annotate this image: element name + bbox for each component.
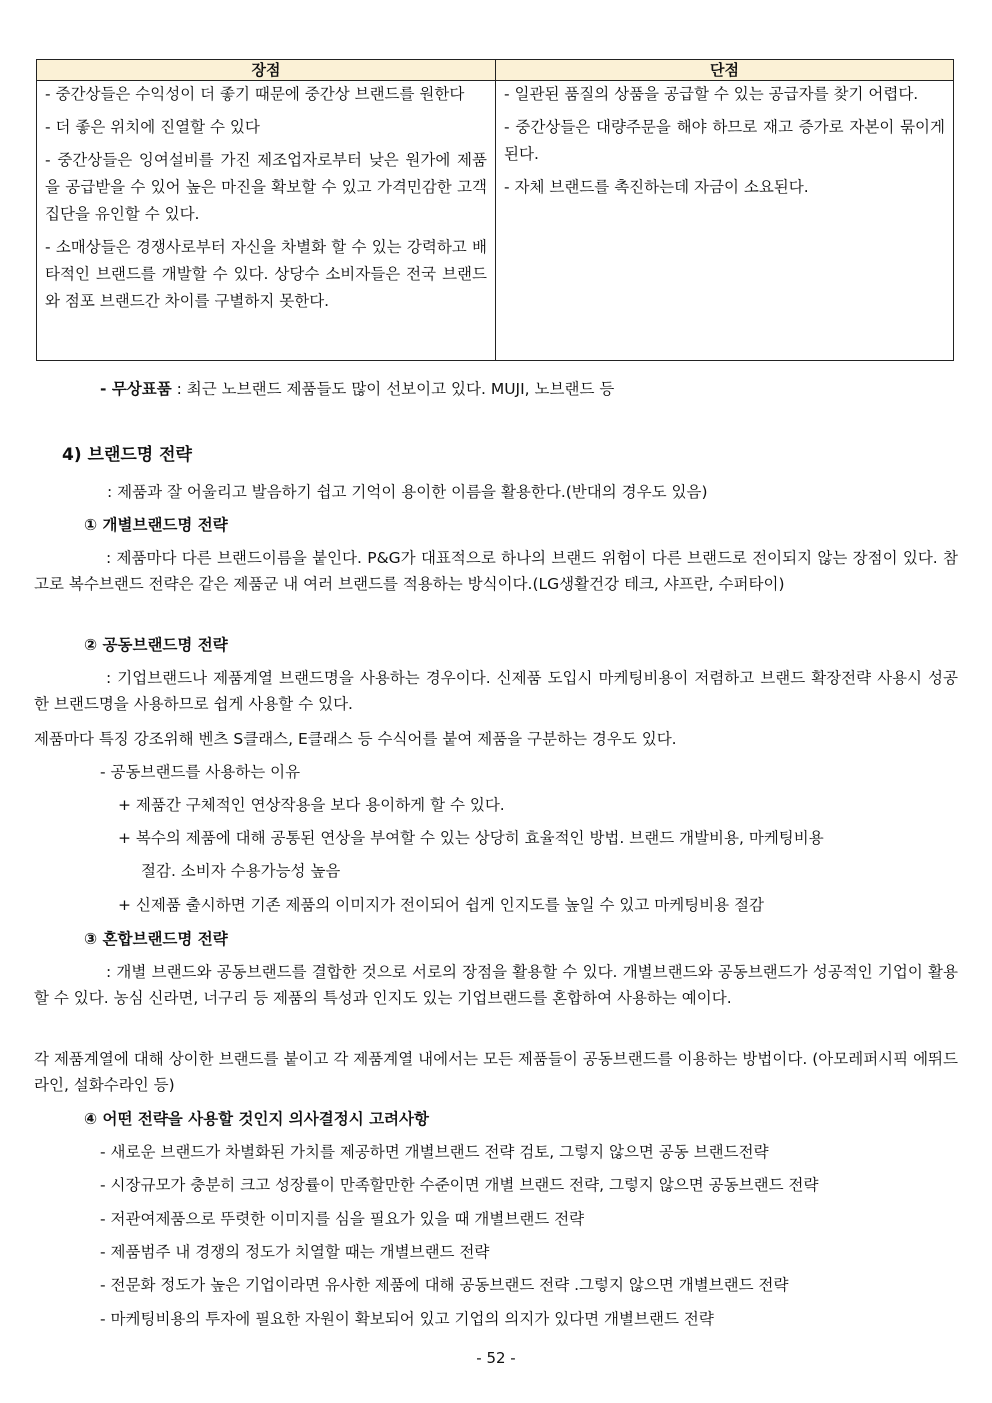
- generic-brand-note: [100, 376, 614, 402]
- reason-item-continued: 절감. 소비자 수용가능성 높음: [141, 862, 341, 880]
- pros-item: - 더 좋은 위치에 진열할 수 있다: [45, 118, 260, 136]
- subsection-2-text2: 제품마다 특징 강조위해 벤츠 S클래스, E클래스 등 수식어를 붙여 제품을 구분하는 경우도 있다.: [34, 730, 677, 748]
- subsection-3-text: : 개별 브랜드와 공동브랜드를 결합한 것으로 서로의 장점을 활용할 수 있다. 개별브랜드와 공동브랜드가 성공적인 기업이 활용할 수 있다. 농심 신라면, 너구리 등 제품의 특성과 인지도 있는 기업브랜드를 혼합하여 사용하는 예이다.: [34, 963, 958, 1007]
- cons-item: - 중간상들은 대량주문을 해야 하므로 재고 증가로 자본이 묶이게 된다.: [504, 118, 945, 163]
- consideration-item: - 저관여제품으로 뚜렷한 이미지를 심을 필요가 있을 때 개별브랜드 전략: [100, 1210, 585, 1228]
- pros-header: 장점: [37, 60, 496, 81]
- pros-item: - 중간상들은 수익성이 더 좋기 때문에 중간상 브랜드를 원한다: [45, 85, 465, 103]
- consideration-item: - 제품범주 내 경쟁의 정도가 치열할 때는 개별브랜드 전략: [100, 1243, 490, 1261]
- pros-item: - 소매상들은 경쟁사로부터 자신을 차별화 할 수 있는 강력하고 배타적인 브랜드를 개발할 수 있다. 상당수 소비자들은 전국 브랜드와 점포 브랜드간 차이를 구별하지 못한다.: [45, 238, 487, 310]
- page-number: - 52 -: [476, 1349, 516, 1367]
- cons-cell: [496, 81, 954, 361]
- consideration-item: - 마케팅비용의 투자에 필요한 자원이 확보되어 있고 기업의 의지가 있다면 개별브랜드 전략: [100, 1310, 714, 1328]
- subsection-2-title: ② 공동브랜드명 전략: [84, 636, 228, 654]
- cons-item: - 자체 브랜드를 촉진하는데 자금이 소요된다.: [504, 178, 809, 196]
- consideration-item: - 새로운 브랜드가 차별화된 가치를 제공하면 개별브랜드 전략 검토, 그렇지 않으면 공동 브랜드전략: [100, 1143, 769, 1161]
- pros-cons-table: [36, 59, 954, 361]
- generic-brand-label: - 무상표품: [100, 380, 172, 398]
- reason-item: + 제품간 구체적인 연상작용을 보다 용이하게 할 수 있다.: [118, 796, 505, 814]
- consideration-item: - 시장규모가 충분히 크고 성장률이 만족할만한 수준이면 개별 브랜드 전략, 그렇지 않으면 공동브랜드 전략: [100, 1176, 819, 1194]
- reason-item: + 복수의 제품에 대해 공통된 연상을 부여할 수 있는 상당히 효율적인 방법. 브랜드 개발비용, 마케팅비용: [118, 829, 824, 847]
- consideration-item: - 전문화 정도가 높은 기업이라면 유사한 제품에 대해 공동브랜드 전략 .그렇지 않으면 개별브랜드 전략: [100, 1276, 789, 1294]
- pros-item: - 중간상들은 잉여설비를 가진 제조업자로부터 낮은 원가에 제품을 공급받을 수 있어 높은 마진을 확보할 수 있고 가격민감한 고객집단을 유인할 수 있다.: [45, 151, 487, 223]
- subsection-4-title: ④ 어떤 전략을 사용할 것인지 의사결정시 고려사항: [84, 1110, 429, 1128]
- reason-heading: - 공동브랜드를 사용하는 이유: [100, 763, 301, 781]
- subsection-2-text: : 기업브랜드나 제품계열 브랜드명을 사용하는 경우이다. 신제품 도입시 마케팅비용이 저렴하고 브랜드 확장전략 사용시 성공한 브랜드명을 사용하므로 쉽게 사용할 수 있다.: [34, 669, 958, 713]
- cons-item: - 일관된 품질의 상품을 공급할 수 있는 공급자를 찾기 어렵다.: [504, 85, 919, 103]
- section-4-intro: : 제품과 잘 어울리고 발음하기 쉽고 기억이 용이한 이름을 활용한다.(반대의 경우도 있음): [107, 483, 708, 501]
- reason-item: + 신제품 출시하면 기존 제품의 이미지가 전이되어 쉽게 인지도를 높일 수 있고 마케팅비용 절감: [118, 896, 765, 914]
- subsection-1-title: ① 개별브랜드명 전략: [84, 516, 228, 534]
- subsection-3-text2: 각 제품계열에 대해 상이한 브랜드를 붙이고 각 제품계열 내에서는 모든 제품들이 공동브랜드를 이용하는 방법이다. (아모레퍼시픽 에뛰드라인, 설화수라인 등): [34, 1050, 958, 1094]
- generic-brand-text: : 최근 노브랜드 제품들도 많이 선보이고 있다. MUJI, 노브랜드 등: [171, 380, 615, 398]
- subsection-1-text: : 제품마다 다른 브랜드이름을 붙인다. P&G가 대표적으로 하나의 브랜드 위험이 다른 브랜드로 전이되지 않는 장점이 있다. 참고로 복수브랜드 전략은 같은 제품군 내 여러 브랜드를 적용하는 방식이다.(LG생활건강 테크, 샤프란, 수퍼타이): [34, 549, 958, 593]
- cons-header: 단점: [496, 60, 954, 81]
- pros-cell: [37, 81, 496, 361]
- section-4-title: 4) 브랜드명 전략: [62, 445, 192, 465]
- subsection-3-title: ③ 혼합브랜드명 전략: [84, 930, 228, 948]
